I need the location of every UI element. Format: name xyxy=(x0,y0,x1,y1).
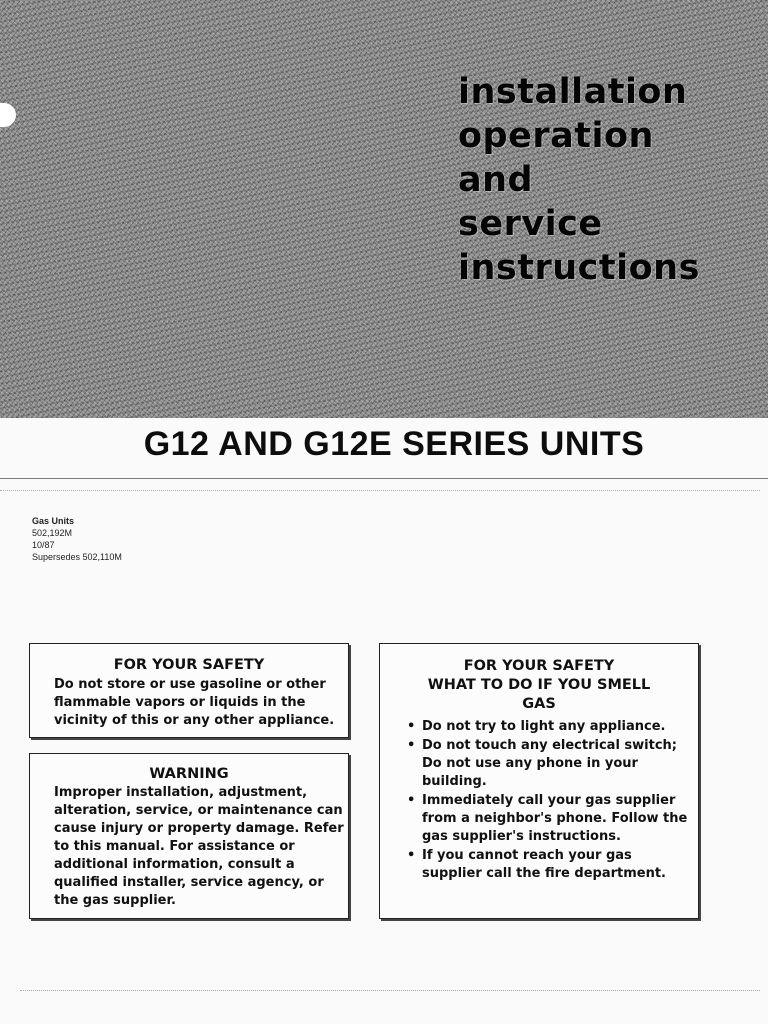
cover-image xyxy=(0,0,768,418)
list-item xyxy=(406,792,688,846)
safety-heading: FOR YOUR SAFETY xyxy=(113,657,265,673)
scan-artifact-line xyxy=(0,490,760,491)
doc-supersedes: Supersedes 502,110M xyxy=(32,552,122,562)
gas-smell-box xyxy=(379,643,699,919)
list-item-text: Immediately call your gas supplier from a neighbor's phone. Follow the gas supplier's instructions. xyxy=(422,793,688,844)
list-item-text: Do not touch any electrical switch; Do not use any phone in your building. xyxy=(422,738,678,789)
warning-heading: WARNING xyxy=(149,766,229,782)
list-item-text: Do not try to light any appliance. xyxy=(422,719,666,734)
cover-title-line: service xyxy=(458,204,603,244)
binder-hole xyxy=(0,103,16,127)
gas-heading-line1: FOR YOUR SAFETY xyxy=(463,658,615,674)
warning-text: Improper installation, adjustment, alteration, service, or maintenance can cause injury or property damage. Refer to this manual. For assistance or additional information, consult a qualified installer, service agency, or the gas supplier. xyxy=(54,785,344,908)
cover-title-line: and xyxy=(458,160,534,200)
list-item-text: If you cannot reach your gas supplier call the fire department. xyxy=(422,848,666,881)
series-title: G12 AND G12E SERIES UNITS xyxy=(143,425,645,463)
cover-title xyxy=(458,70,700,290)
bullet-icon: • xyxy=(407,738,416,753)
doc-number: 502,192M xyxy=(32,528,73,538)
gas-heading-line2: WHAT TO DO IF YOU SMELL xyxy=(427,677,651,693)
list-item xyxy=(406,737,688,791)
cover-title-line: installation xyxy=(458,72,688,112)
gas-instructions-list xyxy=(406,718,688,883)
warning-box xyxy=(29,753,349,919)
safety-text: Do not store or use gasoline or other flammable vapors or liquids in the vicinity of this or any other appliance. xyxy=(54,677,335,728)
list-item xyxy=(406,847,688,883)
safety-notice-box xyxy=(29,643,349,738)
bullet-icon: • xyxy=(407,719,416,734)
scan-artifact-line xyxy=(20,990,760,991)
bullet-icon: • xyxy=(407,793,416,808)
doc-category: Gas Units xyxy=(32,516,75,526)
document-info xyxy=(32,515,122,563)
gas-heading-line3: GAS xyxy=(522,696,556,712)
doc-date: 10/87 xyxy=(32,540,55,550)
list-item xyxy=(406,718,688,736)
cover-title-line: instructions xyxy=(458,248,700,288)
title-divider xyxy=(0,478,768,479)
cover-title-line: operation xyxy=(458,116,654,156)
bullet-icon: • xyxy=(407,848,416,863)
